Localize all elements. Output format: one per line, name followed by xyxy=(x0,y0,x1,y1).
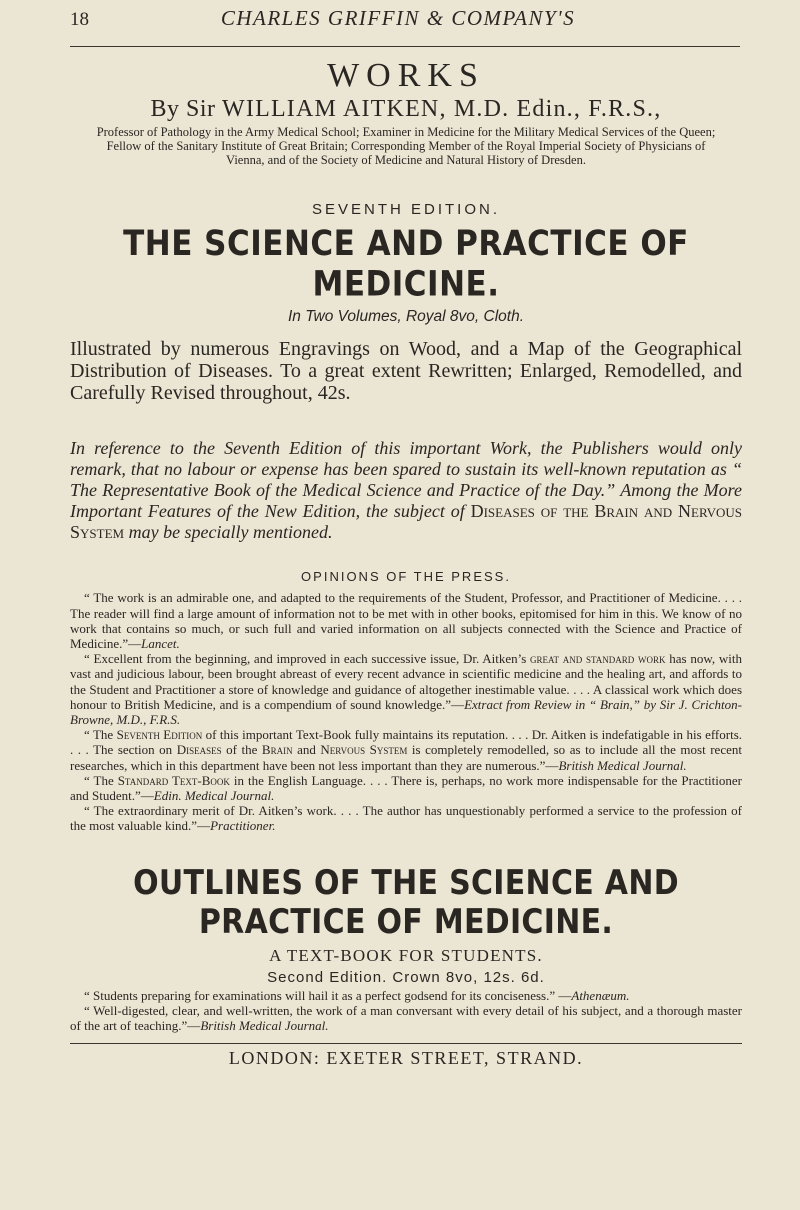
review-small-caps: great and standard work xyxy=(530,651,666,667)
review-text: of the xyxy=(221,742,262,758)
review-text: is completely remodelled, so as to include all the most recent researches, which in this department have been not less important than they are numerous.”— xyxy=(70,742,742,773)
opinions-heading: OPINIONS OF THE PRESS. xyxy=(301,569,511,585)
review-text: “ The xyxy=(84,772,118,788)
review-small-caps: Seventh Edition xyxy=(116,727,203,743)
review-text: has now, with vast and judicious labour, been brought abreast of every recent advance in scientific medicine and the healing art, and affords to the Student and Practitioner a store of knowledge and guidance of altogether inestimable value. . . . A classical work which does honour to British Medicine, and is a compendium of sound knowledge.”— xyxy=(70,651,742,712)
imprint: LONDON: EXETER STREET, STRAND. xyxy=(228,1048,584,1069)
review-source: British Medical Journal. xyxy=(200,1018,329,1034)
book2-subtitle: A TEXT-BOOK FOR STUDENTS. xyxy=(269,945,543,965)
review-small-caps: Diseases xyxy=(176,742,222,758)
book1-format: In Two Volumes, Royal 8vo, Cloth. xyxy=(287,308,525,326)
reference-text-a: In reference to the Seventh Edition of this important Work, the Publishers would only remark, that no labour or expense has been spared to sustain its well-known reputation as “ The Representative Book of the Medical Science and Practice of the Day.” Among the More Important Features of the New Edition, the subject of xyxy=(70,438,742,522)
works-heading: WORKS xyxy=(327,57,485,94)
author-line xyxy=(70,96,742,123)
review-brain xyxy=(70,651,742,727)
review-athenaeum xyxy=(70,988,742,1003)
review-text: “ The extraordinary merit of Dr. Aitken’s work. . . . The author has unquestionably performed a service to the profession of the most valuable kind.”— xyxy=(70,803,742,834)
book2-edition: Second Edition. Crown 8vo, 12s. 6d. xyxy=(267,968,545,986)
review-bmj-outlines xyxy=(70,1003,742,1033)
running-head xyxy=(70,0,742,46)
review-source: Athenæum. xyxy=(571,987,630,1003)
review-text: of this important Text-Book fully maintains its reputation. . . . Dr. Aitken is indefatigable in his efforts. . . . The section on xyxy=(70,727,743,758)
review-small-caps: Brain xyxy=(261,742,293,758)
review-text: “ Students preparing for examinations will hail it as a perfect godsend for its conciseness.” — xyxy=(84,987,572,1003)
review-source: Practitioner. xyxy=(210,818,276,834)
review-small-caps: Standard Text-Book xyxy=(117,772,230,788)
review-source: Edin. Medical Journal. xyxy=(153,788,275,804)
book1-reference-paragraph xyxy=(70,438,742,543)
review-edin xyxy=(70,773,742,803)
header-rule xyxy=(70,46,740,47)
imprint-rule xyxy=(70,1043,742,1044)
review-text: “ Well-digested, clear, and well-written, the work of a man conversant with every detail of his subject, and a thorough master of the art of teaching.”— xyxy=(70,1002,742,1034)
review-text: “ The work is an admirable one, and adapted to the requirements of the Student, Professor, and Practitioner of Medicine. . . . The reader will find a large amount of information not to be met with in other books, epitomised for him in this. We know of no work that contains so much, or such full and varied information on all subjects connected with the Science and Practice of Medicine.”— xyxy=(70,590,742,651)
review-source: Extract from Review in “ Brain,” by Sir J. Crichton-Browne, M.D., F.R.S. xyxy=(70,696,742,728)
book1-edition: SEVENTH EDITION. xyxy=(311,201,501,219)
author-name: WILLIAM AITKEN, M.D. Edin., F.R.S., xyxy=(222,96,662,123)
review-lancet xyxy=(70,590,742,651)
page-number: 18 xyxy=(70,9,89,30)
running-title: CHARLES GRIFFIN & COMPANY'S xyxy=(220,6,576,30)
author-credentials: Professor of Pathology in the Army Medical School; Examiner in Medicine for the Military Medical Services of the Queen; Fellow of the Sanitary Institute of Great Britain; Corresponding Member of the Royal Imperial Society of Physicians of Vienna, and of the Society of Medicine and Natural History of Dresden. xyxy=(96,125,716,168)
review-small-caps: Nervous System xyxy=(320,742,408,758)
review-bmj xyxy=(70,727,742,773)
author-prefix: By Sir xyxy=(150,96,216,123)
book1-title: THE SCIENCE AND PRACTICE OF MEDICINE. xyxy=(123,224,689,305)
review-text: and xyxy=(292,742,321,758)
review-source: Lancet. xyxy=(141,636,180,651)
book2-title: OUTLINES OF THE SCIENCE AND PRACTICE OF MEDICINE. xyxy=(133,863,679,942)
review-source: British Medical Journal. xyxy=(558,757,687,773)
review-text: “ Excellent from the beginning, and improved in each successive issue, Dr. Aitken’s xyxy=(84,651,531,667)
book1-description: Illustrated by numerous Engravings on Wood, and a Map of the Geographical Distribution of Diseases. To a great extent Rewritten; Enlarged, Remodelled, and Carefully Revised throughout, 42s. xyxy=(70,338,742,405)
review-practitioner xyxy=(70,803,742,833)
review-text: in the English Language. . . . There is, perhaps, no work more indispensable for the Practitioner and Student.”— xyxy=(70,772,742,804)
review-text: “ The xyxy=(84,727,117,743)
reference-text-b: may be specially mentioned. xyxy=(124,522,333,543)
reference-small-caps: Diseases of the Brain and Nervous System xyxy=(70,501,742,543)
